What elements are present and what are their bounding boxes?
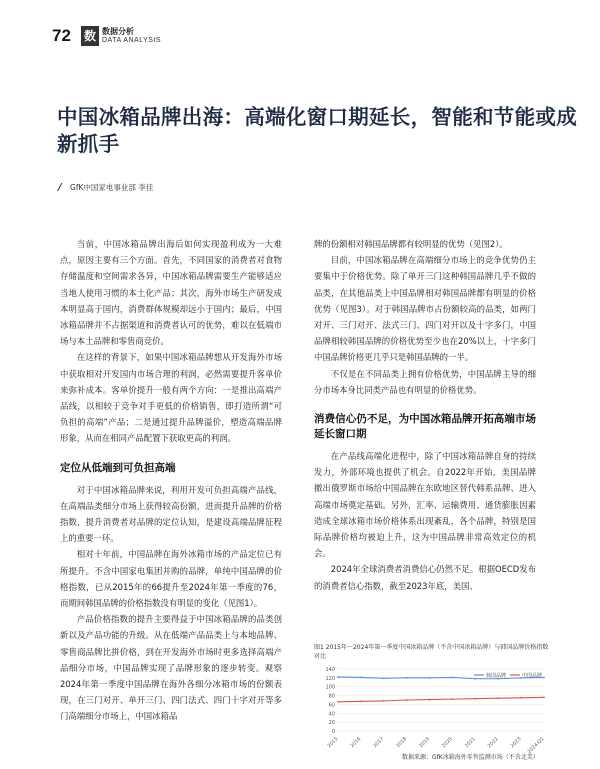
y-tick-label: 0 xyxy=(331,729,335,735)
figure-title: 图1 2015年～2024年第一季度中国冰箱品牌（不含中国冰箱品牌）与韩国品牌价格指数对比 xyxy=(314,644,549,660)
data-point xyxy=(520,697,522,699)
paragraph: 当前，中国冰箱品牌出海后如何实现盈利成为一大难点，原因主要有三个方面。首先，不同国家的消费者对食物存储温度和空间需求各异，中国冰箱品牌需要生产能够适应当地人使用习惯的本土化产品；其次，海外市场生产研发成本明显高于国内，消费群体规模却远小于国内；最后，中国冰箱品牌并不占据渠道和消费者认可的优势，难以在低端市场与本土品牌和零售商竞价。 xyxy=(60,239,282,347)
left-column xyxy=(60,236,282,725)
legend-label: 中国品牌 xyxy=(522,673,543,679)
data-point xyxy=(452,698,454,700)
y-tick-label: 40 xyxy=(328,711,335,718)
data-point xyxy=(429,677,431,679)
legend-label: 韩国品牌 xyxy=(486,673,507,679)
x-tick-label: 2019 xyxy=(418,736,431,750)
paragraph: 产品价格指数的提升主要得益于中国冰箱品牌的品类创新以及产品功能的升级。从在低端产品品类上与本地品牌、零售商品牌比拼价格，到在开发海外市场时更多选择高端产品细分市场，中国品牌实现了品牌形象的逐步转变。观察2024年第一季度中国品牌在海外各细分冰箱市场的份额表现，在三门对开、单开三门、四门法式、四门十字对开等多门高端细分市场上，中国冰箱品 xyxy=(60,614,282,722)
paragraph: 相对十年前，中国品牌在海外冰箱市场的产品定位已有所提升。不含中国家电集团并购的品牌，单纯中国品牌的价格指数，已从2015年的66提升至2024年第一季度的76，而期间韩国品牌的价格指数没有明显的变化（见图1）。 xyxy=(60,549,282,609)
paragraph: 目前，中国冰箱品牌在高端细分市场上的竞争优势仍主要集中于价格优势。除了单开三门这种韩国品牌几乎不做的品类，在其他品类上中国品牌相对韩国品牌都有明显的价格优势（见图3）。对于韩国品牌市占份额较高的品类，如两门对开、三门对开、法式三门、四门对开以及十字多门，中国品牌相较韩国品牌的价格优势至少也在20%以上，十字多门中国品牌价格更几乎只是韩国品牌的一半。 xyxy=(314,255,536,363)
y-tick-label: 140 xyxy=(325,667,335,673)
x-tick-label: 2024 Q1 xyxy=(527,736,546,755)
data-point xyxy=(406,677,408,679)
paragraph: 2024年全球消费者消费信心仍然不足。根据OECD发布的消费者信心指数，截至2023年底，美国、 xyxy=(314,564,536,591)
byline-author: GfK中国家电事业部 李佳 xyxy=(70,183,154,192)
data-point xyxy=(474,698,476,700)
data-point xyxy=(497,697,499,699)
data-point xyxy=(452,677,454,679)
x-tick-label: 2023 xyxy=(510,736,523,750)
paragraph: 在这样的背景下，如果中国冰箱品牌想从开发海外市场中获取相对开发国内市场合理的利润，必然需要提升客单价来弥补成本。客单价提升一般有两个方向：一是推出高端产品线，以相较于竞争对手更低的价格销售，即打造所谓“可负担的高端”产品；二是通过提升品牌溢价，塑造高端品牌形象，从而在相同产品配置下获取更高的利润。 xyxy=(60,352,282,444)
x-tick-label: 2021 xyxy=(464,736,477,750)
data-point xyxy=(383,677,385,679)
x-tick-label: 2016 xyxy=(350,736,363,750)
section-title-cn: 数据分析 xyxy=(102,27,134,36)
section-title-en: DATA ANALYSIS xyxy=(102,37,162,44)
section-heading: 消费信心仍不足，为中国冰箱品牌开拓高端市场延长窗口期 xyxy=(314,413,536,441)
paragraph: 对于中国冰箱品牌来说，利用开发可负担高端产品线，在高端品类细分市场上获得较高份额，进而提升品牌的价格指数，提升消费者对品牌的定位认知，是建设高端品牌征程上的重要一环。 xyxy=(60,484,282,544)
paragraph: 牌的份额相对韩国品牌都有较明显的优势（见图2）。 xyxy=(314,239,508,249)
data-point xyxy=(429,699,431,701)
line-chart xyxy=(314,663,550,757)
data-source: 数据来源：GfK冰箱海外零售监测市场（不含北美） xyxy=(402,754,539,761)
article-title: 中国冰箱品牌出海：高端化窗口期延长，智能和节能或成新抓手 xyxy=(57,105,577,156)
section-heading: 定位从低端到可负担高端 xyxy=(60,461,176,474)
paragraph: 不仅是在不同品类上拥有价格优势，中国品牌主导的细分市场本身比同类产品也有明显的价格优势。 xyxy=(314,368,536,395)
x-tick-label: 2015 xyxy=(327,736,340,750)
page-number: 72 xyxy=(52,26,71,45)
y-tick-label: 20 xyxy=(328,720,335,727)
x-tick-label: 2017 xyxy=(373,736,386,750)
data-point xyxy=(474,678,476,680)
byline-slash: / xyxy=(58,182,62,193)
y-tick-label: 100 xyxy=(325,684,335,691)
y-tick-label: 120 xyxy=(325,675,335,682)
series-line xyxy=(338,697,544,701)
x-tick-label: 2020 xyxy=(441,736,454,750)
section-mark-icon: 数 xyxy=(81,26,99,46)
x-tick-label: 2022 xyxy=(487,736,500,750)
data-point xyxy=(543,696,545,698)
paragraph: 在产品线高端化进程中，除了中国冰箱品牌自身的持续发力，外部环境也提供了机会。自2022年开始，美国品牌撤出俄罗斯市场给中国品牌在东欧地区替代韩系品牌、进入高端市场奠定基础。另外，汇率、运输费用、通货膨胀因素造成全球冰箱市场价格体系出现紊乱，各个品牌，特别是国际品牌价格均被迫上升，这为中国品牌非常高效定位的机会。 xyxy=(314,451,536,559)
y-tick-label: 60 xyxy=(328,702,335,709)
data-point xyxy=(337,676,339,678)
data-point xyxy=(360,700,362,702)
data-point xyxy=(383,700,385,702)
byline xyxy=(58,182,153,193)
y-tick-label: 80 xyxy=(328,693,335,700)
right-column xyxy=(314,236,536,594)
x-tick-label: 2018 xyxy=(395,736,409,750)
figure-1 xyxy=(314,644,550,757)
data-point xyxy=(406,699,408,701)
data-point xyxy=(360,677,362,679)
data-point xyxy=(337,701,339,703)
data-point xyxy=(543,677,545,679)
series-line xyxy=(338,677,544,679)
